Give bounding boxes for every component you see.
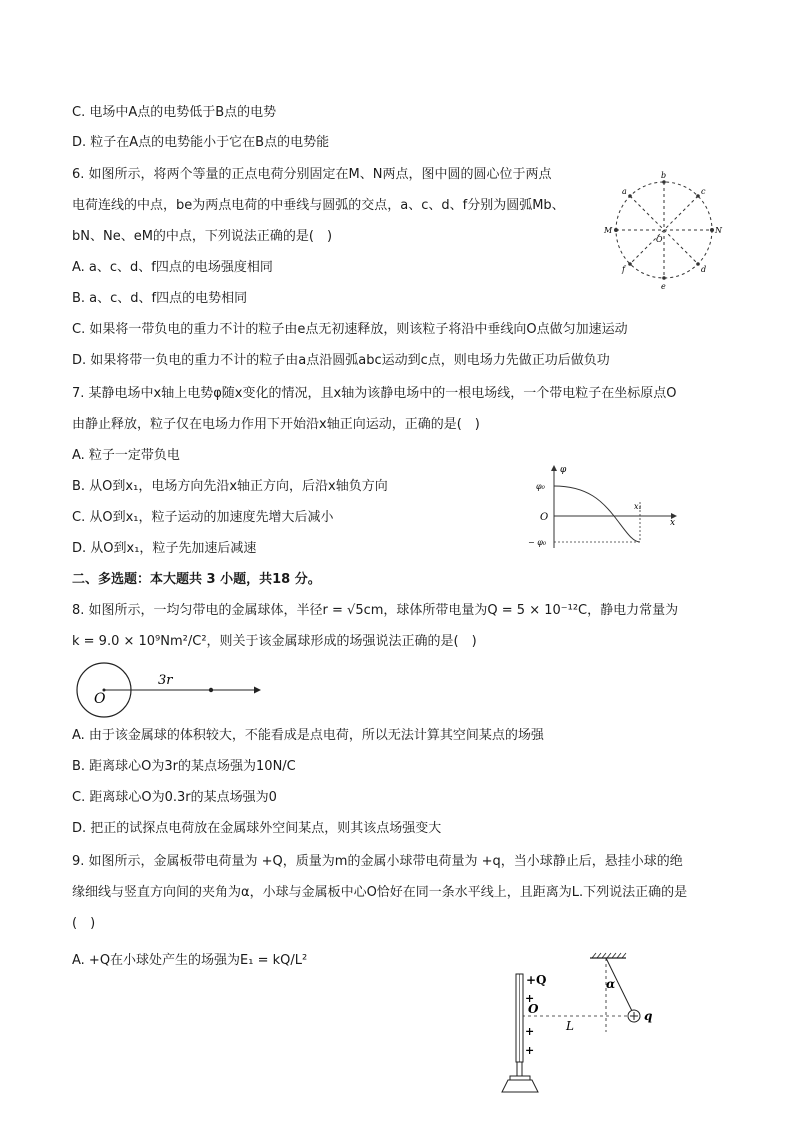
q6-label-e: e — [661, 282, 666, 291]
q9-plate-ball-figure — [488, 948, 664, 1100]
q7-label-phi0: φ₀ — [536, 482, 545, 491]
q7-potential-curve — [554, 486, 640, 542]
q8-option-d: D. 把正的试探点电荷放在金属球外空间某点，则其该点场强变大 — [72, 821, 442, 836]
q9-plus-1: + — [525, 992, 535, 1005]
q9-label-plus-Q: +Q — [526, 973, 547, 987]
q9-label-L: L — [566, 1019, 574, 1033]
q6-point-b — [662, 180, 666, 184]
q6-point-d — [696, 262, 700, 266]
q9-stem-line3: ( ) — [72, 916, 96, 931]
q8-option-a: A. 由于该金属球的体积较大，不能看成是点电荷，所以无法计算其空间某点的场强 — [72, 728, 544, 743]
q7-label-neg-phi0: − φ₀ — [528, 538, 547, 547]
q9-label-q: q — [644, 1009, 653, 1023]
q8-option-b: B. 距离球心O为3r的某点场强为10N/C — [72, 759, 296, 774]
q8-field-point — [209, 688, 213, 692]
q7-option-a: A. 粒子一定带负电 — [72, 448, 180, 463]
q6-option-c: C. 如果将一带负电的重力不计的粒子由e点无初速释放，则该粒子将沿中垂线向O点做匀加速运动 — [72, 322, 628, 337]
q6-stem-line1: 6. 如图所示，将两个等量的正点电荷分别固定在M、N两点，图中圆的圆心位于两点 — [72, 167, 552, 182]
q9-plus-3: + — [525, 1044, 535, 1057]
q7-option-b: B. 从O到x₁，电场方向先沿x轴正方向，后沿x轴负方向 — [72, 479, 388, 494]
q9-plus-2: + — [525, 1025, 535, 1038]
q9-label-alpha: α — [606, 977, 616, 991]
q6-stem-line3: bN、Ne、eM的中点，下列说法正确的是( ) — [72, 229, 333, 244]
q9-stand-stem — [517, 1062, 522, 1076]
section-heading-multiple-choice: 二、多选题：本大题共 3 小题，共18 分。 — [72, 572, 321, 587]
q6-circle-figure — [600, 168, 730, 293]
q7-label-x1: x₁ — [634, 502, 642, 511]
q6-label-f: f — [622, 265, 625, 274]
q9-stem-line2: 缘细线与竖直方向间的夹角为α，小球与金属板中心O恰好在同一条水平线上，且距离为L.下列说法正确的是 — [72, 885, 688, 900]
q7-label-x: x — [670, 518, 676, 528]
q5-option-d: D. 粒子在A点的电势能小于它在B点的电势能 — [72, 135, 330, 150]
q7-label-phi: φ — [560, 465, 567, 475]
q6-label-d: d — [701, 265, 707, 274]
q9-option-a: A. +Q在小球处产生的场强为E₁ = kQ/L² — [72, 953, 308, 968]
q9-label-O: O — [528, 1002, 539, 1016]
q6-point-M — [614, 228, 618, 232]
q6-point-c — [696, 194, 700, 198]
q6-label-a: a — [622, 187, 627, 196]
q8-stem-line2: k = 9.0 × 10⁹Nm²/C²，则关于该金属球形成的场强说法正确的是( ) — [72, 634, 477, 649]
q7-potential-graph — [528, 462, 688, 552]
q6-label-b: b — [661, 171, 667, 180]
q9-stem-line1: 9. 如图所示，金属板带电荷量为 +Q，质量为m的金属小球带电荷量为 +q，当小球静止后，悬挂小球的绝 — [72, 854, 683, 869]
q7-stem-line2: 由静止释放，粒子仅在电场力作用下开始沿x轴正向运动，正确的是( ) — [72, 417, 480, 432]
q6-label-N: N — [715, 226, 722, 235]
q6-stem-line2: 电荷连线的中点，be为两点电荷的中垂线与圆弧的交点，a、c、d、f分别为圆弧Mb、 — [72, 198, 565, 213]
q6-point-f — [628, 262, 632, 266]
q6-option-d: D. 如果将带一负电的重力不计的粒子由a点沿圆弧abc运动到c点，则电场力先做正功后做负功 — [72, 353, 610, 368]
q8-label-3r: 3r — [158, 673, 173, 688]
q6-option-b: B. a、c、d、f四点的电势相同 — [72, 291, 248, 306]
q9-ceiling-hatch — [592, 953, 626, 958]
q6-point-e — [662, 276, 666, 280]
q7-stem-line1: 7. 某静电场中x轴上电势φ随x变化的情况，且x轴为该静电场中的一根电场线，一个带电粒子在坐标原点O — [72, 386, 677, 401]
q6-label-M: M — [604, 226, 613, 235]
q6-label-c: c — [701, 187, 706, 196]
q5-option-c: C. 电场中A点的电势低于B点的电势 — [72, 105, 277, 120]
q6-point-N — [710, 228, 714, 232]
q9-stand-base — [502, 1080, 538, 1092]
q8-sphere-figure — [72, 662, 272, 720]
q6-label-O: O — [656, 235, 663, 244]
q8-option-c: C. 距离球心O为0.3r的某点场强为0 — [72, 790, 277, 805]
q8-label-O: O — [94, 691, 106, 707]
q7-option-c: C. 从O到x₁，粒子运动的加速度先增大后减小 — [72, 510, 334, 525]
q8-stem-line1: 8. 如图所示，一均匀带电的金属球体，半径r = √5cm，球体所带电量为Q = 5 × 10⁻¹²C，静电力常量为 — [72, 603, 679, 618]
q6-point-a — [628, 194, 632, 198]
q7-label-O: O — [540, 512, 549, 523]
q6-option-a: A. a、c、d、f四点的电场强度相同 — [72, 260, 273, 275]
q7-option-d: D. 从O到x₁，粒子先加速后减速 — [72, 541, 257, 556]
